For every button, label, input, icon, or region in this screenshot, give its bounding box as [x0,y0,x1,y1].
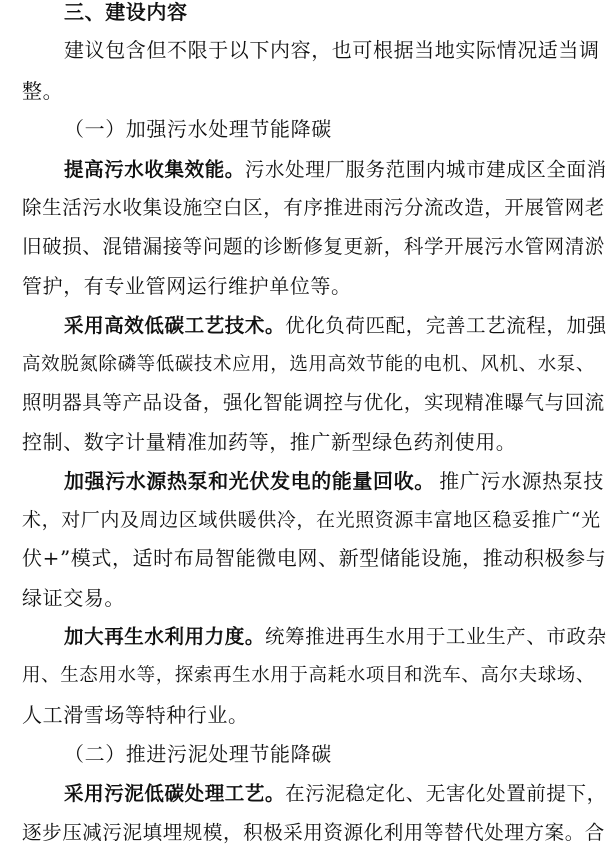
paragraph-1-line-1-text: 污水处理厂服务范围内城市建成区全面消 [244,158,607,181]
paragraph-4-line-3: 人工滑雪场等特种行业。 [22,703,249,727]
paragraph-2-line-3: 照明器具等产品设备，强化智能调控与优化，实现精准曝气与回流 [22,391,605,414]
paragraph-5-line-2: 逐步压减污泥填埋规模，积极采用资源化利用等替代处理方案。合 [22,821,605,844]
paragraph-4-lead: 加大再生水利用力度。 [64,625,266,648]
section-title: 三、建设内容 [64,0,188,24]
paragraph-2-line-4: 控制、数字计量精准加药等，推广新型绿色药剂使用。 [22,430,517,454]
paragraph-1-line-2: 除生活污水收集设施空白区，有序推进雨污分流改造，开展管网老 [22,196,605,219]
paragraph-1-lead: 提高污水收集效能。 [64,158,245,181]
intro-line-2: 整。 [22,79,64,103]
paragraph-2-lead: 采用高效低碳工艺技术。 [64,314,286,337]
subsection-1-title: （一）加强污水处理节能降碳 [64,117,332,141]
paragraph-1-line-3: 旧破损、混错漏接等问题的诊断修复更新，科学开展污水管网清淤 [22,235,605,258]
paragraph-1-line-4: 管护，有专业管网运行维护单位等。 [22,274,352,298]
paragraph-5-line-1 [64,782,607,806]
paragraph-3-line-2: 术，对厂内及周边区域供暖供冷，在光照资源丰富地区稳妥推广“光 [22,509,601,531]
paragraph-3-lead: 加强污水源热泵和光伏发电的能量回收。 [64,469,435,493]
paragraph-3-line-1 [64,469,604,493]
paragraph-3-line-1-text: 推广污水源热泵技 [439,469,604,493]
subsection-2-title: （二）推进污泥处理节能降碳 [64,742,332,766]
paragraph-4-line-2: 用、生态用水等，探索再生水用于高耗水项目和洗车、高尔夫球场、 [22,665,596,686]
paragraph-4-line-1 [64,625,607,649]
intro-line-1: 建议包含但不限于以下内容，也可根据当地实际情况适当调 [64,38,600,62]
paragraph-5-lead: 采用污泥低碳处理工艺。 [64,782,286,805]
paragraph-4-line-1-text: 统筹推进再生水用于工业生产、市政杂 [265,625,607,648]
paragraph-2-line-1 [64,314,607,338]
paragraph-5-line-1-text: 在污泥稳定化、无害化处置前提下， [285,782,607,805]
paragraph-2-line-2: 高效脱氮除磷等低碳技术应用，选用高效节能的电机、风机、水泵、 [22,354,596,375]
paragraph-2-line-1-text: 优化负荷匹配，完善工艺流程，加强 [285,314,607,337]
paragraph-1-line-1 [64,158,607,182]
paragraph-3-line-4: 绿证交易。 [22,586,125,610]
paragraph-3-line-3: 伏+”模式，适时布局智能微电网、新型储能设施，推动积极参与 [22,546,607,570]
